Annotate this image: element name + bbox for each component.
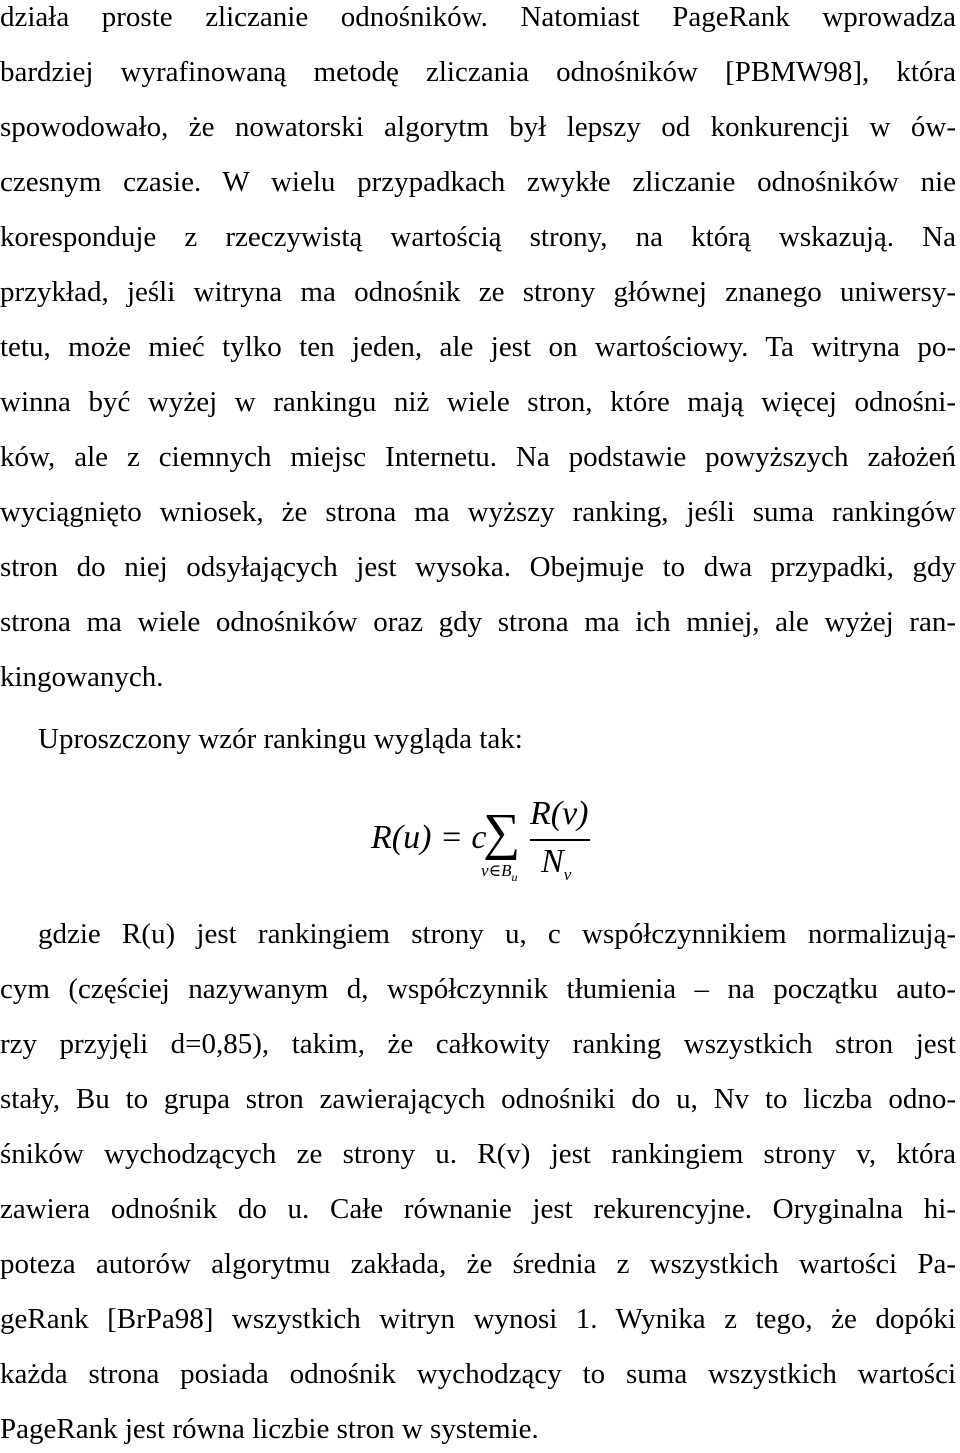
- denominator-index: v: [563, 865, 572, 884]
- paragraph-1-line: koresponduje z rzeczywistą wartością strony, na którą wskazują. Na: [0, 221, 956, 253]
- sum-subscript-index: u: [511, 870, 518, 884]
- formula-lhs: R(u) = c: [371, 819, 487, 856]
- sum-subscript-main: v∈B: [481, 861, 512, 880]
- denominator-main: N: [541, 843, 564, 880]
- fraction-bar: [530, 839, 590, 841]
- paragraph-1-line: stron do niej odsyłających jest wysoka. Obejmuje to dwa przypadki, gdy: [0, 551, 956, 583]
- paragraph-2-line: każda strona posiada odnośnik wychodzący to suma wszystkich wartości: [0, 1358, 956, 1390]
- paragraph-1-line: strona ma wiele odnośników oraz gdy strona ma ich mniej, ale wyżej ran-: [0, 606, 956, 638]
- paragraph-1-line: czesnym czasie. W wielu przypadkach zwykłe zliczanie odnośników nie: [0, 166, 956, 198]
- sum-subscript: [481, 861, 518, 884]
- paragraph-1-line: spowodowało, że nowatorski algorytm był lepszy od konkurencji w ów-: [0, 111, 956, 143]
- sum-symbol: ∑: [483, 804, 521, 861]
- pagerank-formula: [365, 795, 625, 895]
- paragraph-2-line: cym (częściej nazywanym d, współczynnik tłumienia – na początku auto-: [0, 973, 956, 1005]
- paragraph-1-line: tetu, może mieć tylko ten jeden, ale jest on wartościowy. Ta witryna po-: [0, 331, 956, 363]
- formula-intro: Uproszczony wzór rankingu wygląda tak:: [38, 723, 523, 755]
- paragraph-1-line: ków, ale z ciemnych miejsc Internetu. Na podstawie powyższych założeń: [0, 441, 956, 473]
- paragraph-2-line: gdzie R(u) jest rankingiem strony u, c współczynnikiem normalizują-: [38, 918, 956, 950]
- formula-numerator: R(v): [530, 795, 589, 832]
- paragraph-1-line: wyciągnięto wniosek, że strona ma wyższy ranking, jeśli suma rankingów: [0, 496, 956, 528]
- paragraph-2-line: zawiera odnośnik do u. Całe równanie jest rekurencyjne. Oryginalna hi-: [0, 1193, 956, 1225]
- paragraph-1-line: bardziej wyrafinowaną metodę zliczania odnośników [PBMW98], która: [0, 56, 956, 88]
- paragraph-1-line: kingowanych.: [0, 661, 164, 693]
- paragraph-2-line: PageRank jest równa liczbie stron w systemie.: [0, 1413, 539, 1445]
- formula-denominator: [541, 843, 572, 884]
- paragraph-2-line: śników wychodzących ze strony u. R(v) jest rankingiem strony v, która: [0, 1138, 956, 1170]
- paragraph-2-line: geRank [BrPa98] wszystkich witryn wynosi 1. Wynika z tego, że dopóki: [0, 1303, 956, 1335]
- paragraph-2-line: stały, Bu to grupa stron zawierających odnośniki do u, Nv to liczba odno-: [0, 1083, 956, 1115]
- paragraph-1-line: przykład, jeśli witryna ma odnośnik ze strony głównej znanego uniwersy-: [0, 276, 956, 308]
- paragraph-1-line: winna być wyżej w rankingu niż wiele stron, które mają więcej odnośni-: [0, 386, 956, 418]
- paragraph-2-line: poteza autorów algorytmu zakłada, że średnia z wszystkich wartości Pa-: [0, 1248, 956, 1280]
- paragraph-1-line: działa proste zliczanie odnośników. Natomiast PageRank wprowadza: [0, 1, 956, 33]
- paragraph-2-line: rzy przyjęli d=0,85), takim, że całkowity ranking wszystkich stron jest: [0, 1028, 956, 1060]
